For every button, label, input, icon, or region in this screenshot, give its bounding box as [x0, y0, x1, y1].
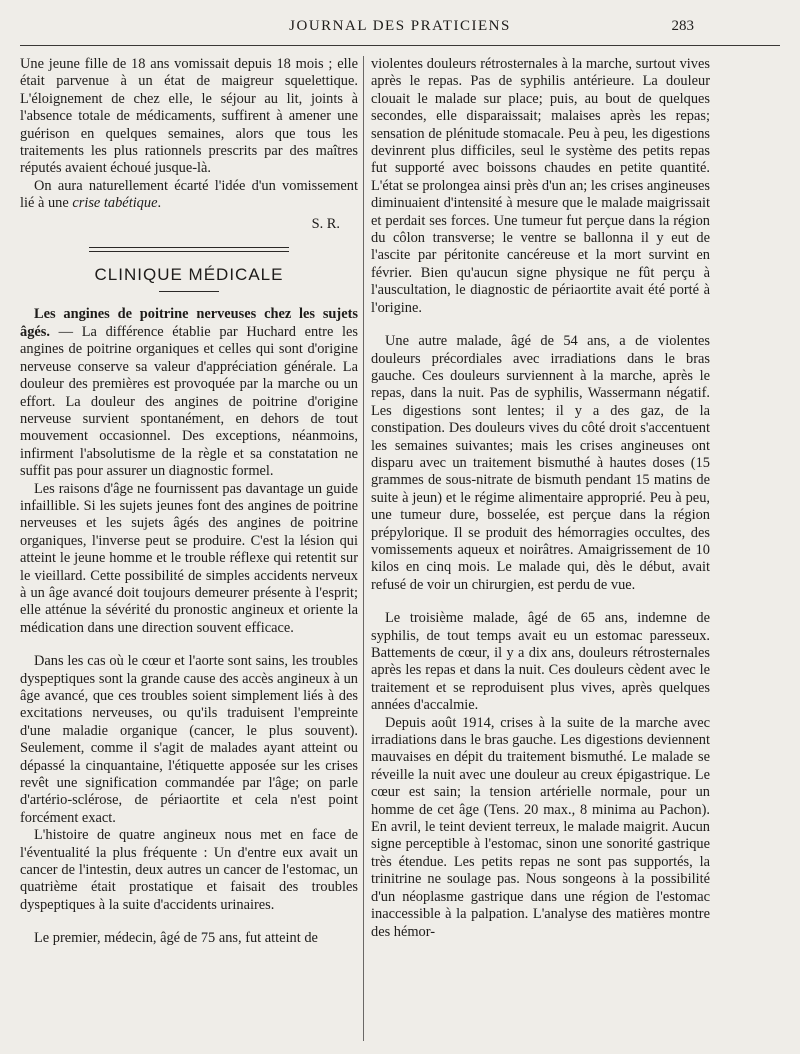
paragraph: Les raisons d'âge ne fournissent pas davantage un guide infaillible. Si les sujets jeunes font des angines de poitrine nerveuses et les sujets âgés des angines de poitrine organiques, l'inverse peut se produire. C'est la lésion qui atteint le jeune homme et le trouble réflexe qui retentit sur le vieillard. Cette possibilité de simples accidents nerveux à un âge avancé doit toujours demeurer présente à l'esprit; elle atténue la sévérité du pronostic angineux et oriente la médication dans une direction souvent efficace. [20, 480, 358, 636]
left-column [20, 56, 358, 948]
column-divider [363, 56, 364, 1041]
section-double-rule [89, 247, 289, 252]
section-title: CLINIQUE MÉDICALE [94, 265, 284, 285]
paragraph-text: — La différence établie par Huchard entre les angines de poitrine organiques et celles qui sont d'origine nerveuse conserve sa valeur d'appréciation générale. La douleur des premières est provoquée par la marche ou un effort. La douleur des angines de poitrine d'origine nerveuse survient spontanément, en dehors de tout mouvement occasionnel. Des exceptions, néanmoins, infirment l'absolutisme de la règle et sa constatation ne suffit pas pour assurer un diagnostic formel. [20, 323, 358, 480]
paragraph: violentes douleurs rétrosternales à la marche, surtout vives après le repas. Pas de syphilis antérieure. La douleur clouait le malade sur place; puis, au bout de quelques secondes, elle disparaissait; malaises après les repas; sensation de plénitude stomacale. Peu à peu, les digestions devinrent plus difficiles, seul le système des petits repas fut supporté avec boissons chaudes en petite quantité. L'état se prolongea ainsi près d'un an; les crises angineuses diminuaient d'intensité à mesure que le malade maigrissait et perdait ses forces. Une tumeur fut perçue dans la région du côlon transverse; le ventre se ballonna il y eut de l'ascite par péritonite cancéreuse et la mort survint en février. Bien qu'aucun signe physique ne fût perçu à l'auscultation, le diagnostic de périaortite avait été porté à l'origine. [371, 56, 710, 316]
paragraph: Dans les cas où le cœur et l'aorte sont sains, les troubles dyspeptiques sont la grande cause des accès angineux à un âge avancé, que ces troubles soient simplement liés à des excitations nerveuses, ou qu'ils traduisent l'empreinte d'une maladie organique (cancer, le plus souvent). Seulement, comme il s'agit de malades ayant atteint ou dépassé la cinquantaine, l'étiquette apposée sur les crises revêt une signification commandée par l'âge; on parle d'artério-sclérose, de périaortite et cela n'est point forcément exact. [20, 653, 358, 826]
paragraph: Une autre malade, âgé de 54 ans, a de violentes douleurs précordiales avec irradiations dans le bras gauche. Ces douleurs surviennent à la marche, après le repas, dans la nuit. Pas de syphilis, Wassermann négatif. Les digestions sont lentes; il y a des gaz, de la constipation. Des douleurs vives du côté droit s'accentuent les semaines suivantes; mais les crises angineuses ont disparu avec un traitement bismuthé à hautes doses (15 grammes de sous-nitrate de bismuth pendant 15 matins de suite à jeun) et le régime alimentaire approprié. Peu à peu, une tumeur dure, bosselée, est perçue dans la région prépylorique. Il se produit des hémorragies occultes, des vomissements aqueux et noirâtres. Amaigrissement de 10 kilos en cinq mois. Le malade qui, dès le début, avait refusé de voir un chirurgien, est perdu de vue. [371, 333, 710, 593]
journal-title: JOURNAL DES PRATICIENS [289, 18, 511, 34]
paragraph: Depuis août 1914, crises à la suite de la marche avec irradiations dans le bras gauche. Les digestions deviennent mauvaises en dépit du traitement bismuthé. Le malade se réveille la nuit avec une douleur au creux épigastrique. Le cœur est sain; la tension artérielle normale, pour un homme de cet âge (Tens. 20 max., 8 minima au Pachon). En avril, le teint devient terreux, le malade maigrit. Aucun signe perceptible à l'estomac, sinon une sonorité gastrique très étendue. Les petits repas ne sont pas supportés, la trinitrine ne soulage pas. Nous songeons à la possibilité d'un néoplasme gastrique dans une région de l'estomac inaccessible à la palpation. L'analyse des matières montre des hémor- [371, 714, 710, 940]
page-number: 283 [671, 18, 694, 34]
author-signature: S. R. [311, 215, 340, 232]
paragraph-text: . [157, 195, 162, 212]
right-column [371, 56, 710, 941]
paragraph: Une jeune fille de 18 ans vomissait depuis 18 mois ; elle était parvenue à un état de maigreur squelettique. L'éloignement de chez elle, le séjour au lit, joints à l'absence totale de médicaments, suffirent à amener une guérison en quelques semaines, alors que tous les traitements les plus rationnels prescrits par des maîtres réputés avaient échoué jusque-là. [20, 56, 358, 177]
article-title: Les angines de poitrine nerveuses chez les sujets âgés. [20, 306, 358, 340]
paragraph-text: On aura naturellement écarté l'idée d'un vomissement lié à une [20, 177, 358, 212]
running-header [0, 18, 800, 38]
header-rule [20, 45, 780, 46]
section-rule [159, 291, 219, 292]
paragraph [20, 306, 358, 480]
paragraph: Le premier, médecin, âgé de 75 ans, fut atteint de [34, 930, 318, 947]
paragraph [20, 178, 358, 213]
paragraph: Le troisième malade, âgé de 65 ans, indemne de syphilis, de tout temps avait eu un estomac paresseux. Battements de cœur, il y a dix ans, douleurs rétrosternales après les repas et dans la nuit. Ces douleurs cèdent avec le traitement et se reproduisent plus vives, après quelques années d'accalmie. [371, 610, 710, 714]
italic-term: crise tabétique [72, 195, 158, 212]
paragraph: L'histoire de quatre angineux nous met en face de l'éventualité la plus fréquente : Un d'entre eux avait un cancer de l'intestin, deux autres un cancer de l'estomac, un quatrième était prostatique et faisait des troubles dyspeptiques à la suite d'accidents urinaires. [20, 827, 358, 913]
